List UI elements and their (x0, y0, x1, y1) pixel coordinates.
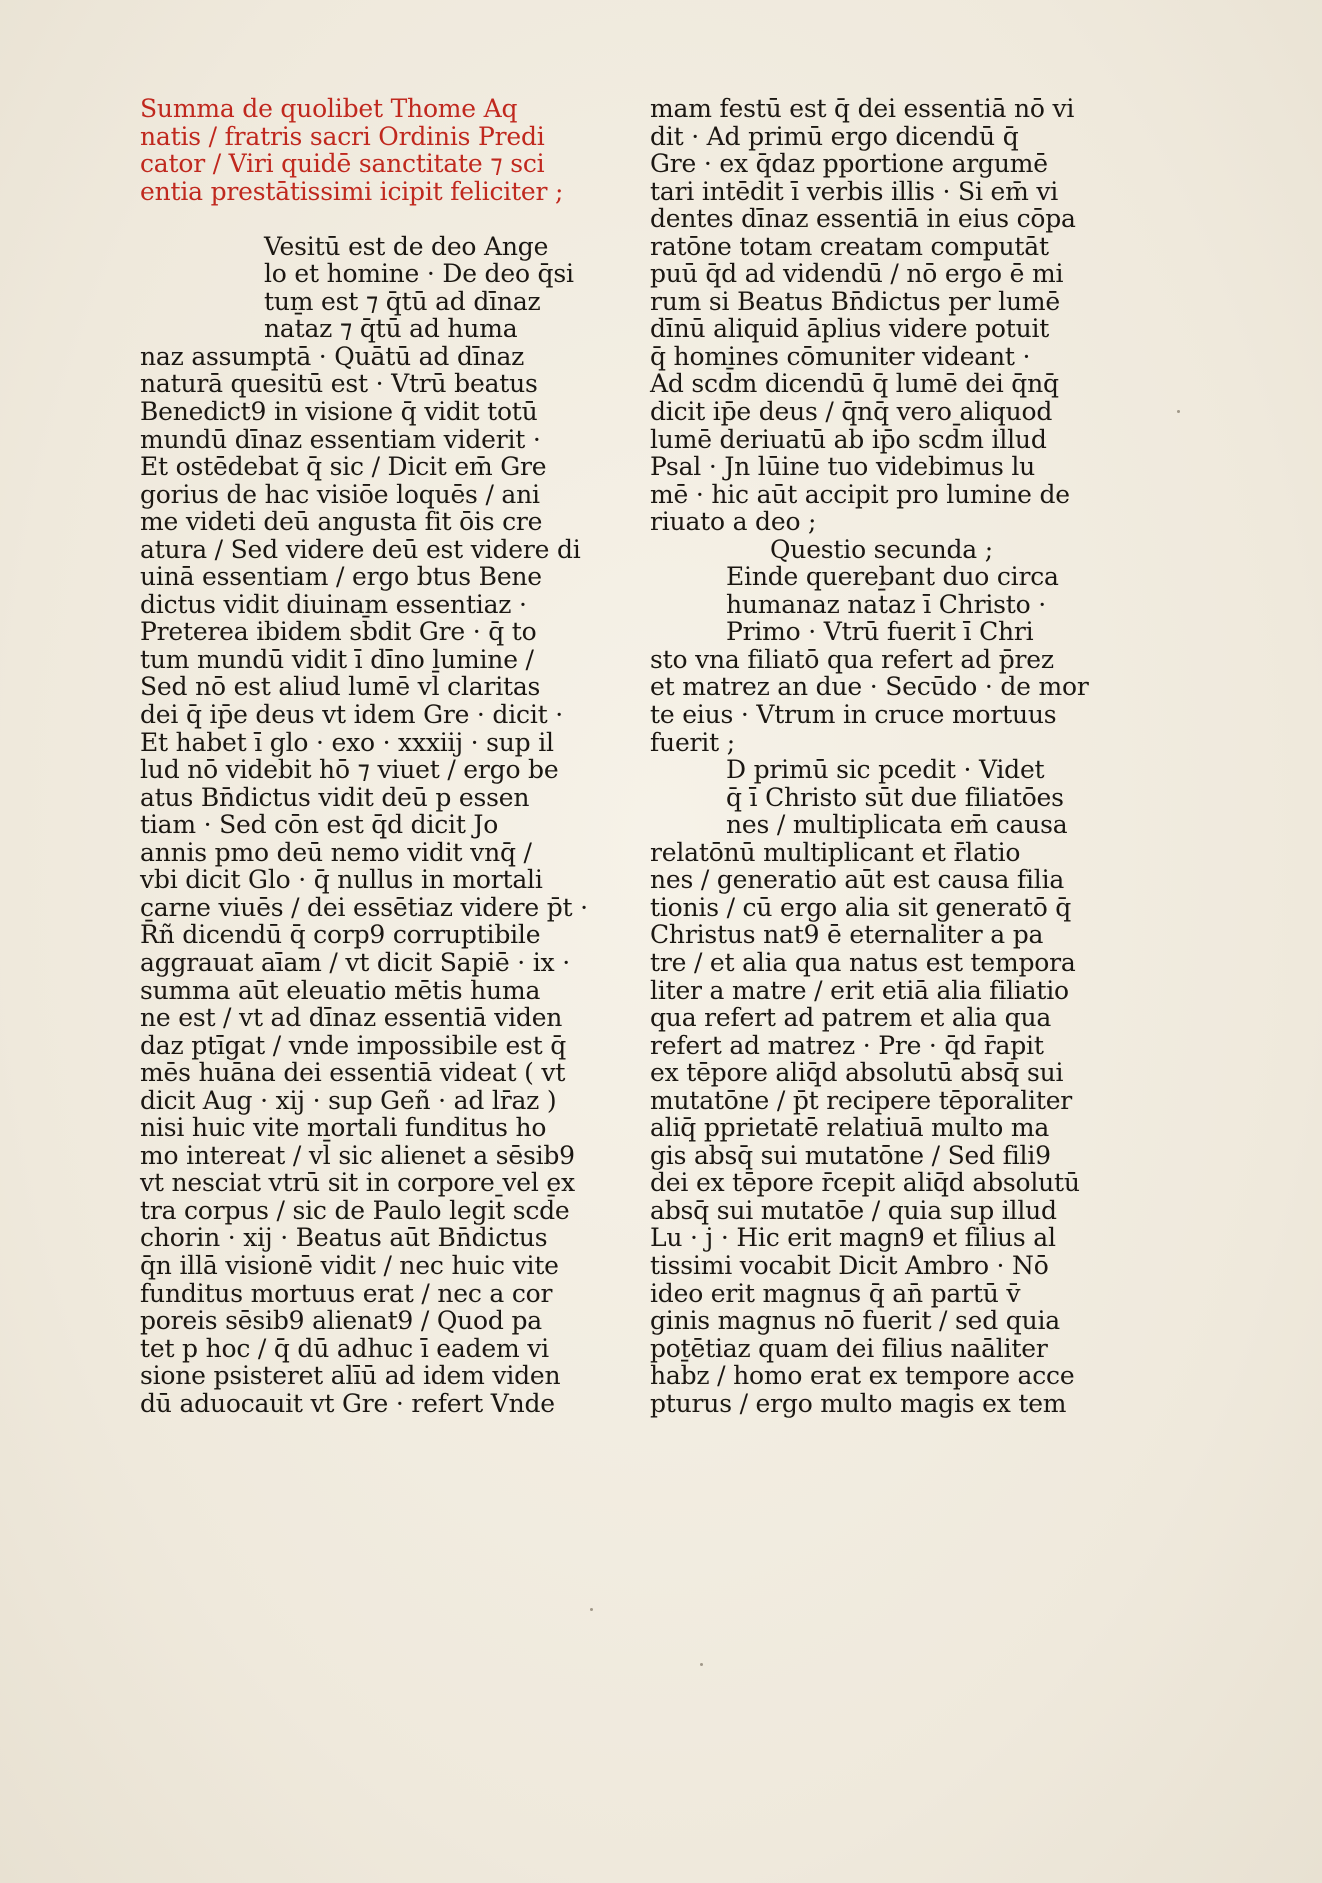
text-line: Gre · ex q̄daz pportione argumē (650, 149, 1048, 179)
text-line: Et habet ī glo · exo · xxxiij · sup il (140, 727, 554, 757)
right-text-part3 (650, 755, 1080, 1418)
text-line: lumē deriuatū ab ip̄o scd̄m illud (650, 424, 1047, 454)
text-line: gorius de hac visiōe loquēs / ani (140, 479, 540, 509)
text-line: vbi dicit Glo · q̄ nullus in mortali (140, 865, 543, 895)
text-line: Primo · Vtrū fuerit ī Chri (726, 617, 1034, 647)
dropcap-space (140, 205, 550, 233)
rubric-heading (140, 94, 564, 206)
text-line: humanaz nat̄az ī Christo · (726, 589, 1046, 619)
text-line: puū q̄d ad videndū / nō ergo ē mi (650, 259, 1064, 289)
text-line: dit · Ad primū ergo dicendū q̄ (650, 121, 1019, 151)
text-line: summa aūt eleuatio mētis huma (140, 975, 541, 1005)
text-line: absq̄ sui mutatōe / quia sup illud (650, 1195, 1057, 1225)
text-line: mutatōne / p̄t recipere tēporaliter (650, 1085, 1073, 1115)
text-line: dentes dīnaz essentiā in eius cōpa (650, 204, 1076, 234)
paper-speck (700, 1663, 703, 1666)
text-line: poreis sēsib9 alienat9 / Quod pa (140, 1306, 542, 1336)
heading-line: cator / Viri quidē sanctitate ⁊ sci (140, 149, 545, 179)
text-line: ratōne totam creatam computāt (650, 231, 1049, 261)
text-line: ideo erit magnus q̄ an̄ partū v̄ (650, 1278, 1021, 1308)
text-line: lud nō videbit hō ⁊ viuet / ergo be (140, 755, 559, 785)
text-line: sto vna filiatō qua refert ad p̄rez (650, 644, 1054, 674)
body-text (140, 341, 588, 1418)
text-line: dīnū aliquid āplius videre potuit (650, 314, 1050, 344)
text-line: pturus / ergo multo magis ex tem (650, 1388, 1067, 1418)
text-line: Et ostēdebat q̄ sic / Dicit em̄ Gre (140, 452, 547, 482)
text-line: tissimi vocabit Dicit Ambro · Nō (650, 1250, 1049, 1280)
heading-line: natis / fratris sacri Ordinis Predi (140, 121, 545, 151)
text-line: tet p hoc / q̄ dū adhuc ī eadem vi (140, 1333, 549, 1363)
text-line: Christus nat9 ē eternaliter a pa (650, 920, 1044, 950)
text-line: Einde querebant duo circa (726, 562, 1059, 592)
text-line: nat̄az ⁊ q̄tū ad huma (264, 314, 518, 344)
text-line: dei q̄ ip̄e deus vt idem Gre · dicit · (140, 700, 563, 730)
text-line: me videti deū angusta fit ōis cre (140, 507, 543, 537)
heading-line: entia prestātissimi icipit feliciter ; (140, 176, 564, 206)
text-line: riuato a deo ; (650, 507, 817, 537)
text-line: te eius · Vtrum in cruce mortuus (650, 700, 1057, 730)
text-line: lo et homine · De deo q̄si (264, 259, 574, 289)
text-line: D primū sic pcedit · Videt (726, 755, 1045, 785)
text-line: R̄ñ dicendū q̄ corp9 corruptibile (140, 920, 541, 950)
text-line: dicit ip̄e deus / q̄nq̄ vero aliquod (650, 397, 1053, 427)
text-line: refert ad matrez · Pre · q̄d r̄apit (650, 1030, 1044, 1060)
text-line: ne est / vt ad dīnaz essentiā viden (140, 1003, 563, 1033)
text-line: sione psisteret alīū ad idem viden (140, 1361, 561, 1391)
text-line: tari intēdit ī verbis illis · Si em̄ vi (650, 176, 1059, 206)
text-line: dū aduocauit vt Gre · refert Vnde (140, 1388, 555, 1418)
text-line: Sed nō est aliud lumē vl̄ claritas (140, 672, 541, 702)
text-line: tionis / cū ergo alia sit generatō q̄ (650, 892, 1072, 922)
text-line: rum si Beatus Bn̄dictus per lumē (650, 286, 1060, 316)
text-line: fuerit ; (650, 727, 735, 757)
text-line: carne viuēs / dei essētiaz videre p̄t · (140, 892, 588, 922)
text-line: q̄n illā visionē vidit / nec huic vite (140, 1250, 559, 1280)
text-line: dictus vidit diuinam essentiaz · (140, 589, 527, 619)
text-line: ginis magnus nō fuerit / sed quia (650, 1306, 1061, 1336)
question-title: Questio secunda ; (770, 534, 993, 564)
text-line: gis absq̄ sui mutatōne / Sed fili9 (650, 1140, 1051, 1170)
text-line: naturā quesitū est · Vtrū beatus (140, 369, 538, 399)
right-column (650, 94, 1089, 1418)
text-line: Vesitū est de deo Ange (264, 231, 549, 261)
heading-line: Summa de quolibet Thome Aq (140, 94, 518, 123)
text-line: nisi huic vite mortali funditus ho (140, 1113, 547, 1143)
text-line: naz assumptā · Quātū ad dīnaz (140, 341, 525, 371)
text-line: Preterea ibidem sb̄dit Gre · q̄ to (140, 617, 537, 647)
text-line: Ad scd̄m dicendū q̄ lumē dei q̄nq̄ (650, 369, 1059, 399)
text-line: funditus mortuus erat / nec a cor (140, 1278, 553, 1308)
text-line: tre / et alia qua natus est tempora (650, 947, 1076, 977)
text-line: mo intereat / vl̄ sic alienet a sēsib9 (140, 1140, 575, 1170)
text-line: nes / multiplicata em̄ causa (726, 810, 1068, 840)
text-line: daz ptīgat / vnde impossibile est q̄ (140, 1030, 567, 1060)
text-line: aggrauat aīam / vt dicit Sapiē · ix · (140, 947, 570, 977)
text-line: dicit Aug · xij · sup Geñ · ad lr̄az ) (140, 1085, 557, 1115)
text-line: mundū dīnaz essentiam viderit · (140, 424, 541, 454)
text-line: annis pmo deū nemo vidit vnq̄ / (140, 837, 532, 867)
text-line: hab̄z / homo erat ex tempore acce (650, 1361, 1075, 1391)
text-line: relatōnū multiplicant et r̄latio (650, 837, 1021, 867)
text-line: mam festū est q̄ dei essentiā nō vi (650, 94, 1075, 123)
text-line: tum mundū vidit ī dīno lumine / (140, 644, 534, 674)
text-line: liter a matre / erit etiā alia filiatio (650, 975, 1069, 1005)
text-line: q̄ homines cōmuniter videant · (650, 341, 1031, 371)
text-line: mē · hic aūt accipit pro lumine de (650, 479, 1070, 509)
text-line: atura / Sed videre deū est videre di (140, 534, 581, 564)
text-line: uinā essentiam / ergo btus Bene (140, 562, 542, 592)
right-text-part1 (650, 94, 1076, 537)
text-line: mēs huāna dei essentiā videat ( vt (140, 1058, 566, 1088)
text-line: ex tēpore aliq̄d absolutū absq̄ sui (650, 1058, 1064, 1088)
text-line: nes / generatio aūt est causa filia (650, 865, 1065, 895)
text-line: chorin · xij · Beatus aūt Bn̄dictus (140, 1223, 548, 1253)
text-line: qua refert ad patrem et alia qua (650, 1003, 1052, 1033)
text-line: tiam · Sed cōn est q̄d dicit Jo (140, 810, 499, 840)
text-line: q̄ ī Christo sūt due filiatōes (726, 782, 1064, 812)
text-line: vt nesciat vtrū sit in corpore vel ex (140, 1168, 575, 1198)
text-line: dei ex tēpore r̄cepit aliq̄d absolutū (650, 1168, 1080, 1198)
paper-speck (1177, 410, 1180, 413)
text-line: potētiaz quam dei filius naāliter (650, 1333, 1048, 1363)
text-line: atus Bn̄dictus vidit deū p essen (140, 782, 530, 812)
left-column (140, 94, 588, 1418)
text-line: et matrez an due · Secūdo · de mor (650, 672, 1089, 702)
paper-speck (590, 1608, 593, 1611)
text-line: tra corpus / sic de Paulo legit̄ scd̄e (140, 1195, 570, 1225)
text-line: Psal · Jn lūine tuo videbimus lu (650, 452, 1036, 482)
right-text-part2 (650, 562, 1089, 757)
text-line: Lu · j · Hic erit magn9 et filius al (650, 1223, 1056, 1253)
text-line: Benedict9 in visione q̄ vidit totū (140, 397, 538, 427)
text-line: aliq̄ pprietatē relatiuā multo ma (650, 1113, 1050, 1143)
text-line: tum est ⁊ q̄tū ad dīnaz (264, 286, 541, 316)
opening-paragraph (140, 231, 574, 344)
